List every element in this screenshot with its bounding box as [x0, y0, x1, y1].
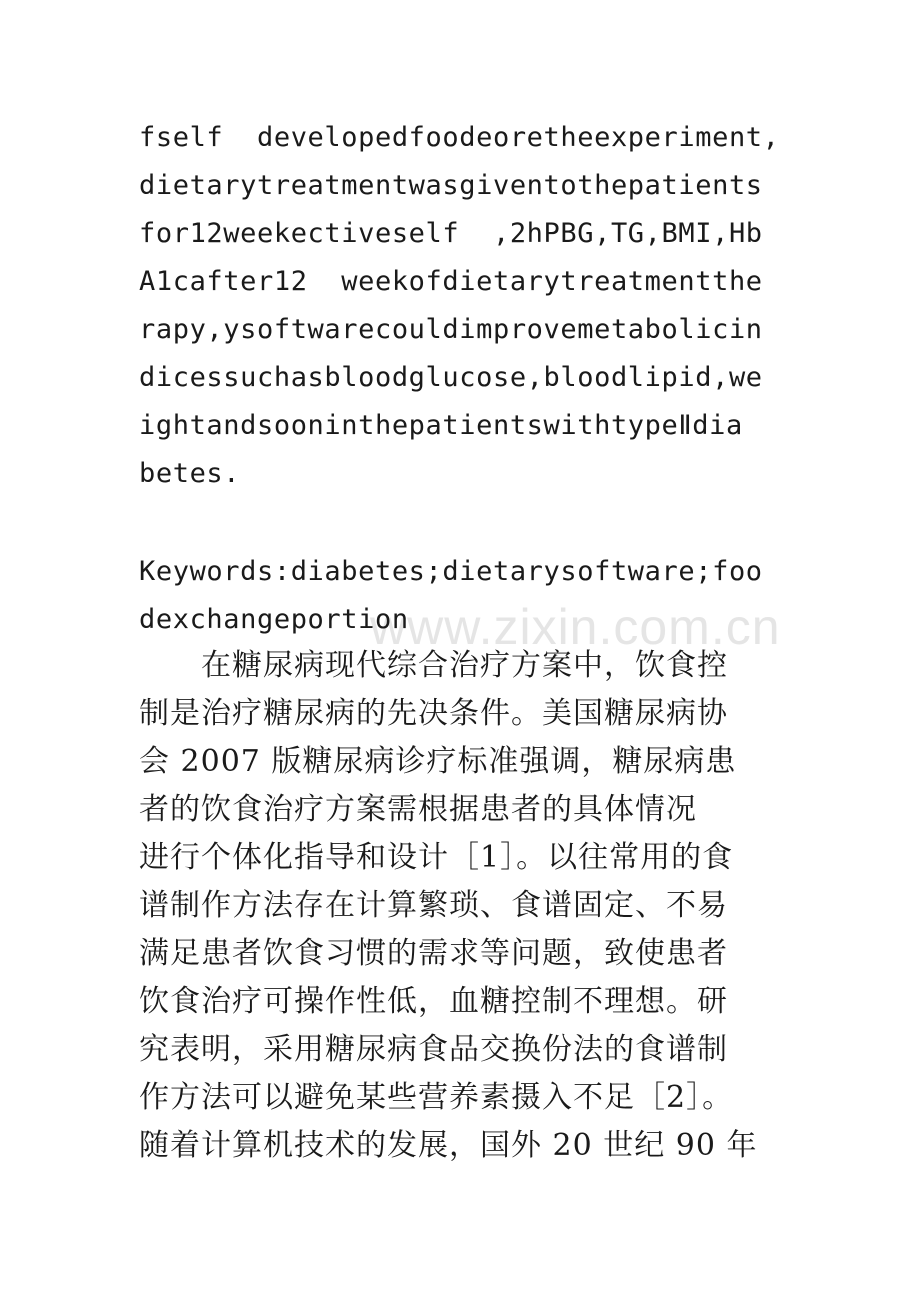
abstract-line: ightandsooninthepatientswithtypeⅡdia [139, 410, 743, 441]
body-line: 谱制作方法存在计算繁琐、食谱固定、不易 [139, 888, 728, 923]
watermark: www.zixin.com.cn [370, 599, 781, 655]
abstract-line: rapy,ysoftwarecouldimprovemetabolicin [139, 314, 763, 345]
abstract-line: dietarytreatmentwasgiventothepatients [139, 170, 763, 201]
body-line: 饮食治疗可操作性低，血糖控制不理想。研 [139, 984, 728, 1019]
abstract-line: A1cafter12 weekofdietarytreatmentthe [139, 266, 763, 297]
body-line: 随着计算机技术的发展，国外 20 世纪 90 年 [139, 1128, 758, 1163]
abstract-line: betes. [139, 458, 241, 489]
body-line: 作方法可以避免某些营养素摄入不足［2］。 [139, 1080, 734, 1115]
body-line: 制是治疗糖尿病的先决条件。美国糖尿病协 [139, 696, 728, 731]
body-line: 在糖尿病现代综合治疗方案中，饮食控 [139, 648, 728, 683]
body-line: 究表明，采用糖尿病食品交换份法的食谱制 [139, 1032, 728, 1067]
abstract-line: fself developedfoodeoretheexperiment, [139, 122, 780, 153]
abstract-line: dicessuchasbloodglucose,bloodlipid,we [139, 362, 763, 393]
body-line: 满足患者饮食习惯的需求等问题，致使患者 [139, 936, 728, 971]
keywords-line: Keywords:diabetes;dietarysoftware;foo [139, 556, 763, 587]
body-line: 者的饮食治疗方案需根据患者的具体情况 [139, 792, 697, 827]
abstract-line: for12weekectiveself ,2hPBG,TG,BMI,Hb [139, 218, 763, 249]
keywords-line: dexchangeportion [139, 604, 409, 635]
body-line: 会 2007 版糖尿病诊疗标准强调，糖尿病患 [139, 744, 737, 779]
body-line: 进行个体化指导和设计［1］。以往常用的食 [139, 840, 734, 875]
